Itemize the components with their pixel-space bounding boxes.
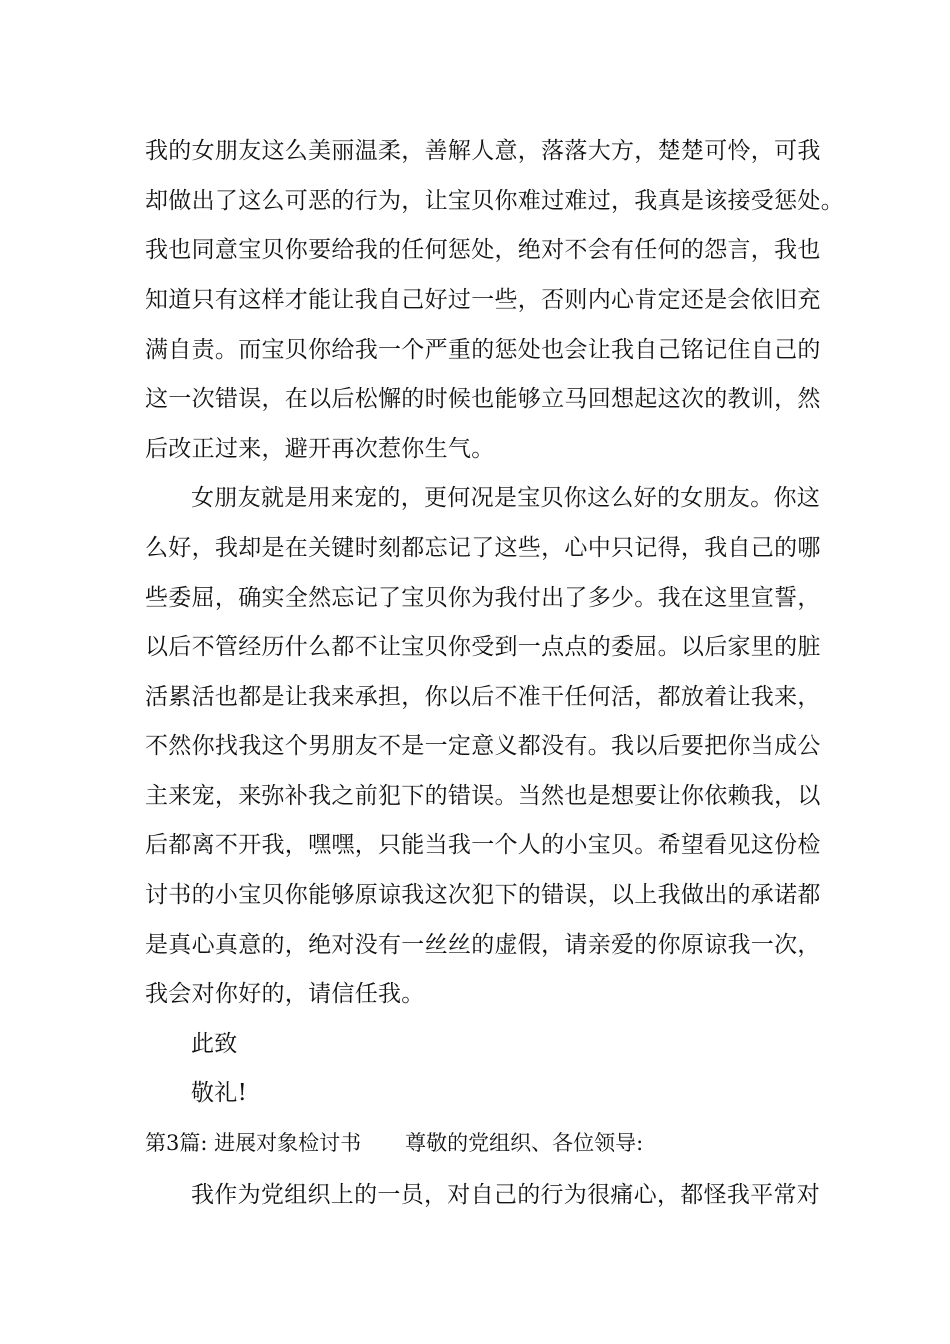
paragraph-1-line-3: 我也同意宝贝你要给我的任何惩处，绝对不会有任何的怨言，我也: [145, 237, 821, 263]
closing-salute: 敬礼!: [191, 1080, 248, 1106]
section-3-heading: [145, 1123, 643, 1163]
paragraph-2-line-10: 是真心真意的，绝对没有一丝丝的虚假，请亲爱的你原谅我一次，: [145, 932, 821, 958]
paragraph-2-line-2: 么好，我却是在关键时刻都忘记了这些，心中只记得，我自己的哪: [145, 535, 821, 561]
paragraph-1-line-5: 满自责。而宝贝你给我一个严重的惩处也会让我自己铭记住自己的: [145, 337, 821, 363]
closing-regards: 此致: [191, 1031, 238, 1057]
paragraph-2-line-5: 活累活也都是让我来承担，你以后不准干任何活，都放着让我来，: [145, 684, 821, 710]
paragraph-2-line-4: 以后不管经历什么都不让宝贝你受到一点点的委屈。以后家里的脏: [145, 634, 821, 660]
paragraph-1-line-1: 我的女朋友这么美丽温柔，善解人意，落落大方，楚楚可怜，可我: [145, 138, 821, 164]
section-3-salutation: 尊敬的党组织、各位领导:: [405, 1131, 644, 1155]
paragraph-1-line-6: 这一次错误，在以后松懈的时候也能够立马回想起这次的教训，然: [145, 386, 821, 412]
paragraph-2-line-3: 些委屈，确实全然忘记了宝贝你为我付出了多少。我在这里宣誓，: [145, 585, 821, 611]
paragraph-2-line-11: 我会对你好的，请信任我。: [145, 981, 425, 1007]
paragraph-2-line-8: 后都离不开我，嘿嘿，只能当我一个人的小宝贝。希望看见这份检: [145, 832, 821, 858]
section-3-first-line: 我作为党组织上的一员，对自己的行为很痛心，都怪我平常对: [191, 1182, 821, 1208]
paragraph-2-line-6: 不然你找我这个男朋友不是一定意义都没有。我以后要把你当成公: [145, 733, 821, 759]
paragraph-2-line-7: 主来宠，来弥补我之前犯下的错误。当然也是想要让你依赖我，以: [145, 783, 821, 809]
paragraph-1-line-4: 知道只有这样才能让我自己好过一些，否则内心肯定还是会依旧充: [145, 287, 821, 313]
paragraph-2-line-1: 女朋友就是用来宠的，更何况是宝贝你这么好的女朋友。你这: [191, 485, 821, 511]
paragraph-1-line-2: 却做出了这么可恶的行为，让宝贝你难过难过，我真是该接受惩处。: [145, 188, 844, 214]
paragraph-2-line-9: 讨书的小宝贝你能够原谅我这次犯下的错误，以上我做出的承诺都: [145, 882, 821, 908]
section-3-title: 第3篇: 进展对象检讨书: [145, 1131, 362, 1155]
paragraph-1-line-7: 后改正过来，避开再次惹你生气。: [145, 436, 495, 462]
